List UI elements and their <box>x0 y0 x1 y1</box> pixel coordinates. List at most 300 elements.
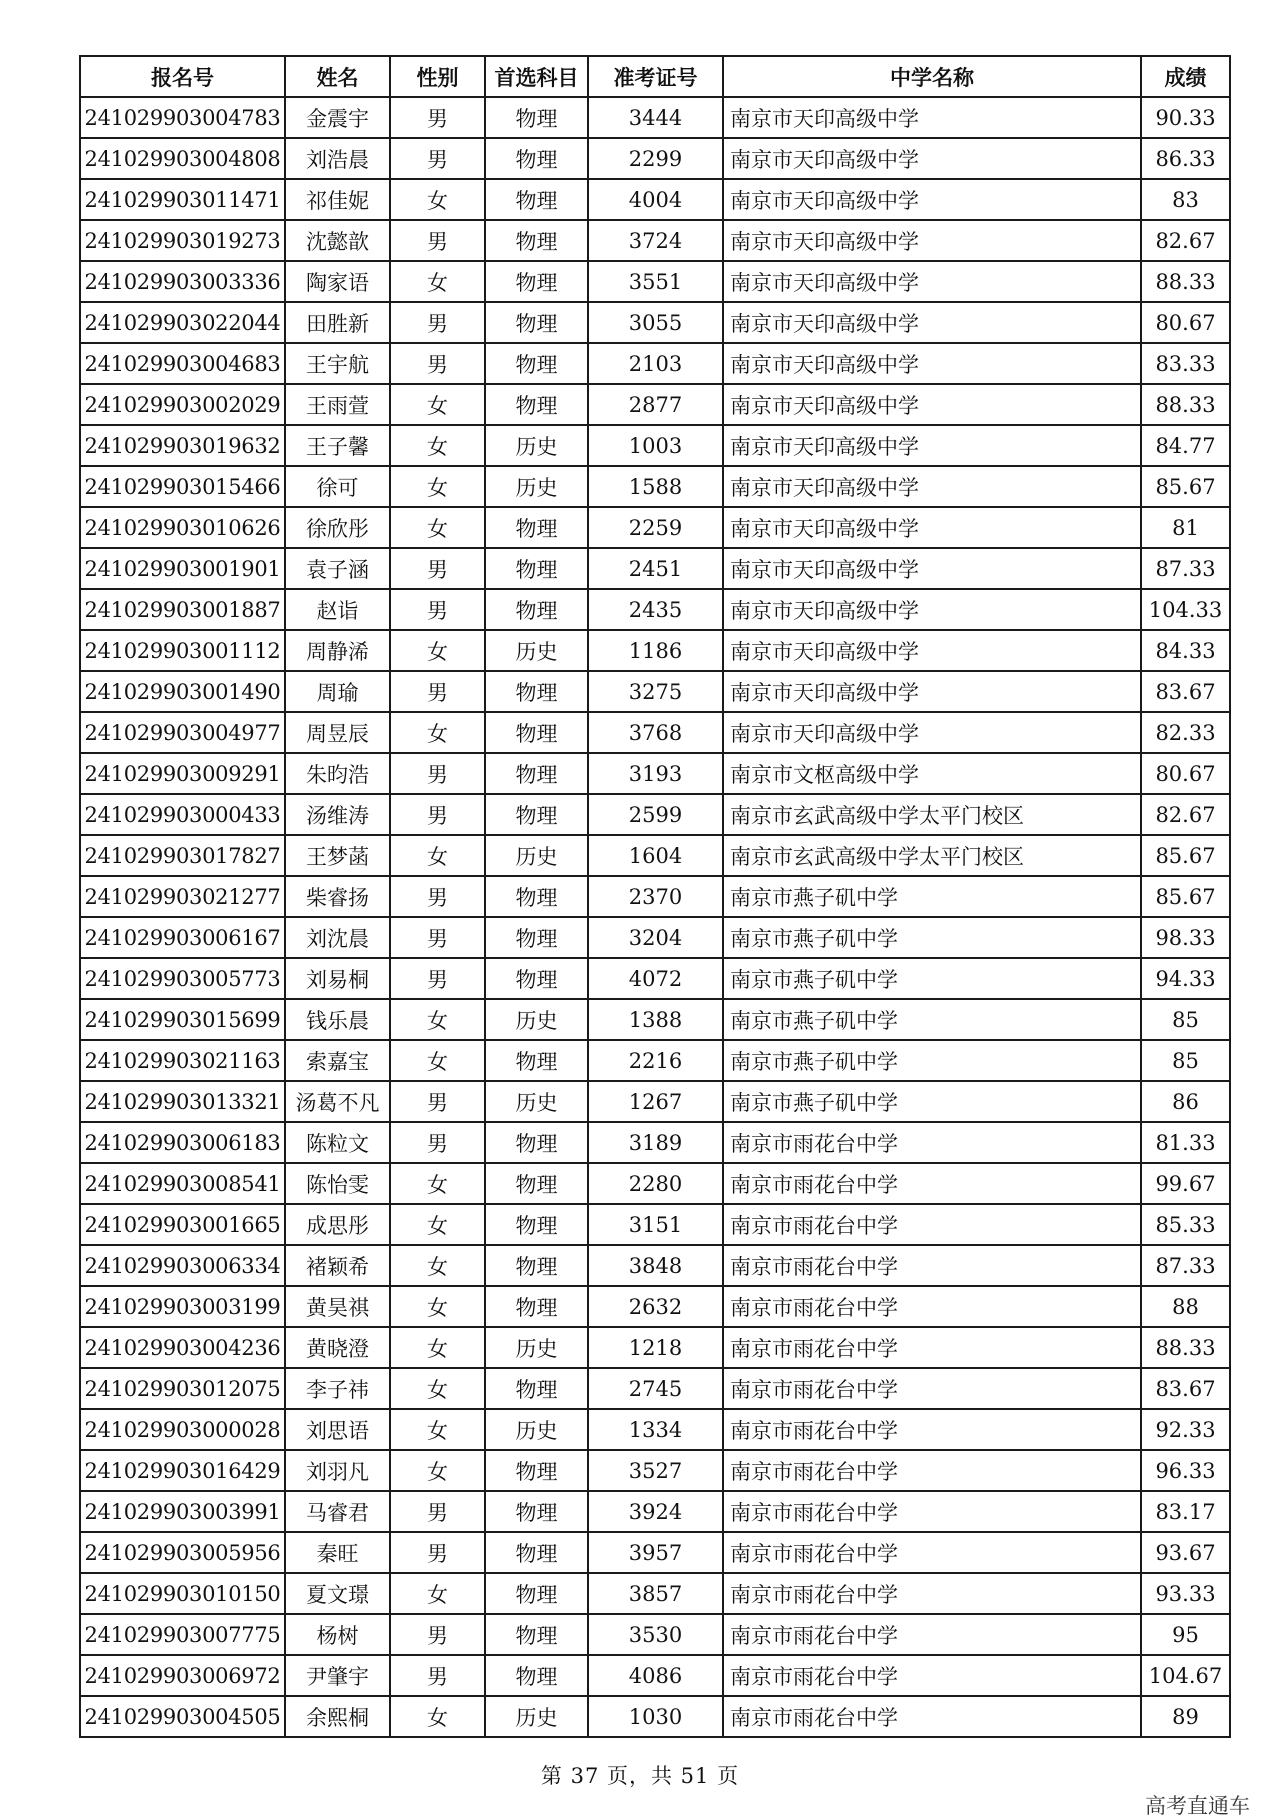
cell-registration-number: 241029903016429 <box>80 1450 285 1491</box>
cell-score: 81.33 <box>1141 1122 1230 1163</box>
cell-registration-number: 241029903019273 <box>80 220 285 261</box>
cell-school-name: 南京市文枢高级中学 <box>723 753 1141 794</box>
cell-primary-subject: 物理 <box>485 261 588 302</box>
cell-admission-ticket: 2599 <box>588 794 723 835</box>
cell-primary-subject: 物理 <box>485 97 588 138</box>
cell-gender: 男 <box>390 548 485 589</box>
cell-name: 尹肇宇 <box>285 1655 390 1696</box>
table-row <box>80 220 1230 261</box>
cell-registration-number: 241029903019632 <box>80 425 285 466</box>
cell-name: 刘浩晨 <box>285 138 390 179</box>
cell-score: 92.33 <box>1141 1409 1230 1450</box>
cell-school-name: 南京市雨花台中学 <box>723 1163 1141 1204</box>
cell-score: 81 <box>1141 507 1230 548</box>
cell-registration-number: 241029903003199 <box>80 1286 285 1327</box>
cell-name: 王梦菡 <box>285 835 390 876</box>
cell-school-name: 南京市雨花台中学 <box>723 1368 1141 1409</box>
cell-school-name: 南京市雨花台中学 <box>723 1122 1141 1163</box>
cell-registration-number: 241029903017827 <box>80 835 285 876</box>
cell-registration-number: 241029903005773 <box>80 958 285 999</box>
cell-registration-number: 241029903015699 <box>80 999 285 1040</box>
cell-school-name: 南京市燕子矶中学 <box>723 1040 1141 1081</box>
cell-admission-ticket: 3527 <box>588 1450 723 1491</box>
cell-registration-number: 241029903006167 <box>80 917 285 958</box>
cell-score: 88.33 <box>1141 384 1230 425</box>
cell-registration-number: 241029903003991 <box>80 1491 285 1532</box>
cell-gender: 男 <box>390 302 485 343</box>
cell-score: 88 <box>1141 1286 1230 1327</box>
cell-gender: 女 <box>390 1204 485 1245</box>
table-row <box>80 630 1230 671</box>
cell-registration-number: 241029903002029 <box>80 384 285 425</box>
cell-primary-subject: 物理 <box>485 507 588 548</box>
table-row <box>80 138 1230 179</box>
header-school-name: 中学名称 <box>723 56 1141 97</box>
cell-score: 104.67 <box>1141 1655 1230 1696</box>
cell-score: 93.33 <box>1141 1573 1230 1614</box>
cell-primary-subject: 物理 <box>485 1573 588 1614</box>
cell-admission-ticket: 1588 <box>588 466 723 507</box>
cell-gender: 女 <box>390 261 485 302</box>
cell-primary-subject: 历史 <box>485 999 588 1040</box>
cell-gender: 女 <box>390 1286 485 1327</box>
cell-gender: 男 <box>390 1491 485 1532</box>
cell-registration-number: 241029903011471 <box>80 179 285 220</box>
cell-score: 99.67 <box>1141 1163 1230 1204</box>
cell-name: 周昱辰 <box>285 712 390 753</box>
cell-gender: 女 <box>390 1573 485 1614</box>
cell-school-name: 南京市天印高级中学 <box>723 179 1141 220</box>
cell-name: 祁佳妮 <box>285 179 390 220</box>
cell-primary-subject: 物理 <box>485 220 588 261</box>
cell-registration-number: 241029903001901 <box>80 548 285 589</box>
cell-name: 周瑜 <box>285 671 390 712</box>
cell-primary-subject: 物理 <box>485 1245 588 1286</box>
cell-admission-ticket: 2259 <box>588 507 723 548</box>
header-score: 成绩 <box>1141 56 1230 97</box>
cell-admission-ticket: 3957 <box>588 1532 723 1573</box>
cell-registration-number: 241029903003336 <box>80 261 285 302</box>
cell-score: 89 <box>1141 1696 1230 1737</box>
cell-score: 83.67 <box>1141 671 1230 712</box>
cell-school-name: 南京市燕子矶中学 <box>723 917 1141 958</box>
table-row <box>80 1655 1230 1696</box>
table-row <box>80 876 1230 917</box>
cell-primary-subject: 历史 <box>485 630 588 671</box>
cell-registration-number: 241029903004977 <box>80 712 285 753</box>
cell-name: 徐欣彤 <box>285 507 390 548</box>
cell-registration-number: 241029903000028 <box>80 1409 285 1450</box>
cell-primary-subject: 历史 <box>485 1696 588 1737</box>
cell-school-name: 南京市天印高级中学 <box>723 589 1141 630</box>
cell-admission-ticket: 2216 <box>588 1040 723 1081</box>
cell-gender: 女 <box>390 1327 485 1368</box>
watermark: 高考直通车 <box>1145 1794 1250 1818</box>
cell-primary-subject: 物理 <box>485 1491 588 1532</box>
cell-school-name: 南京市天印高级中学 <box>723 97 1141 138</box>
cell-school-name: 南京市燕子矶中学 <box>723 999 1141 1040</box>
cell-primary-subject: 物理 <box>485 876 588 917</box>
cell-school-name: 南京市天印高级中学 <box>723 548 1141 589</box>
cell-gender: 女 <box>390 835 485 876</box>
table-row <box>80 97 1230 138</box>
cell-registration-number: 241029903007775 <box>80 1614 285 1655</box>
table-row <box>80 999 1230 1040</box>
cell-gender: 男 <box>390 671 485 712</box>
cell-score: 90.33 <box>1141 97 1230 138</box>
table-row <box>80 548 1230 589</box>
cell-name: 黄晓澄 <box>285 1327 390 1368</box>
cell-admission-ticket: 3189 <box>588 1122 723 1163</box>
cell-admission-ticket: 3204 <box>588 917 723 958</box>
table-row <box>80 589 1230 630</box>
cell-admission-ticket: 3055 <box>588 302 723 343</box>
cell-school-name: 南京市天印高级中学 <box>723 712 1141 753</box>
cell-primary-subject: 历史 <box>485 466 588 507</box>
cell-primary-subject: 物理 <box>485 302 588 343</box>
cell-registration-number: 241029903015466 <box>80 466 285 507</box>
cell-school-name: 南京市天印高级中学 <box>723 425 1141 466</box>
cell-gender: 男 <box>390 876 485 917</box>
header-gender: 性别 <box>390 56 485 97</box>
cell-gender: 男 <box>390 917 485 958</box>
cell-name: 褚颖希 <box>285 1245 390 1286</box>
cell-school-name: 南京市雨花台中学 <box>723 1614 1141 1655</box>
cell-name: 朱昀浩 <box>285 753 390 794</box>
cell-gender: 女 <box>390 1245 485 1286</box>
cell-gender: 女 <box>390 1450 485 1491</box>
cell-admission-ticket: 3444 <box>588 97 723 138</box>
cell-name: 王雨萱 <box>285 384 390 425</box>
cell-score: 83 <box>1141 179 1230 220</box>
cell-name: 汤维涛 <box>285 794 390 835</box>
cell-school-name: 南京市雨花台中学 <box>723 1696 1141 1737</box>
cell-score: 88.33 <box>1141 261 1230 302</box>
cell-score: 88.33 <box>1141 1327 1230 1368</box>
cell-name: 陈粒文 <box>285 1122 390 1163</box>
cell-school-name: 南京市雨花台中学 <box>723 1327 1141 1368</box>
cell-score: 80.67 <box>1141 753 1230 794</box>
cell-gender: 男 <box>390 343 485 384</box>
cell-gender: 女 <box>390 466 485 507</box>
cell-score: 95 <box>1141 1614 1230 1655</box>
cell-primary-subject: 物理 <box>485 589 588 630</box>
cell-score: 87.33 <box>1141 548 1230 589</box>
cell-admission-ticket: 2280 <box>588 1163 723 1204</box>
cell-name: 田胜新 <box>285 302 390 343</box>
cell-score: 85.67 <box>1141 835 1230 876</box>
cell-primary-subject: 物理 <box>485 548 588 589</box>
cell-primary-subject: 物理 <box>485 1655 588 1696</box>
cell-name: 赵诣 <box>285 589 390 630</box>
table-row <box>80 507 1230 548</box>
cell-gender: 男 <box>390 1081 485 1122</box>
cell-primary-subject: 物理 <box>485 1286 588 1327</box>
cell-school-name: 南京市燕子矶中学 <box>723 958 1141 999</box>
cell-name: 陈怡雯 <box>285 1163 390 1204</box>
cell-school-name: 南京市天印高级中学 <box>723 302 1141 343</box>
cell-school-name: 南京市玄武高级中学太平门校区 <box>723 835 1141 876</box>
cell-name: 刘思语 <box>285 1409 390 1450</box>
cell-name: 金震宇 <box>285 97 390 138</box>
cell-name: 陶家语 <box>285 261 390 302</box>
cell-admission-ticket: 3724 <box>588 220 723 261</box>
cell-name: 柴睿扬 <box>285 876 390 917</box>
cell-primary-subject: 物理 <box>485 1614 588 1655</box>
cell-name: 刘易桐 <box>285 958 390 999</box>
cell-school-name: 南京市天印高级中学 <box>723 671 1141 712</box>
cell-primary-subject: 历史 <box>485 1327 588 1368</box>
table-row <box>80 1163 1230 1204</box>
cell-primary-subject: 历史 <box>485 1409 588 1450</box>
cell-primary-subject: 物理 <box>485 753 588 794</box>
cell-score: 94.33 <box>1141 958 1230 999</box>
cell-gender: 男 <box>390 589 485 630</box>
cell-admission-ticket: 2877 <box>588 384 723 425</box>
cell-name: 成思彤 <box>285 1204 390 1245</box>
cell-primary-subject: 物理 <box>485 138 588 179</box>
cell-registration-number: 241029903013321 <box>80 1081 285 1122</box>
header-admission-ticket: 准考证号 <box>588 56 723 97</box>
cell-admission-ticket: 2299 <box>588 138 723 179</box>
cell-gender: 女 <box>390 1696 485 1737</box>
table-body <box>80 97 1230 1737</box>
cell-registration-number: 241029903009291 <box>80 753 285 794</box>
cell-admission-ticket: 4004 <box>588 179 723 220</box>
cell-school-name: 南京市天印高级中学 <box>723 630 1141 671</box>
table-row <box>80 302 1230 343</box>
cell-school-name: 南京市雨花台中学 <box>723 1450 1141 1491</box>
cell-registration-number: 241029903004683 <box>80 343 285 384</box>
cell-name: 马睿君 <box>285 1491 390 1532</box>
cell-admission-ticket: 3768 <box>588 712 723 753</box>
cell-gender: 男 <box>390 138 485 179</box>
cell-gender: 女 <box>390 507 485 548</box>
cell-school-name: 南京市雨花台中学 <box>723 1532 1141 1573</box>
cell-name: 秦旺 <box>285 1532 390 1573</box>
cell-admission-ticket: 1218 <box>588 1327 723 1368</box>
header-registration-number: 报名号 <box>80 56 285 97</box>
cell-name: 索嘉宝 <box>285 1040 390 1081</box>
table-row <box>80 1245 1230 1286</box>
cell-admission-ticket: 3530 <box>588 1614 723 1655</box>
table-row <box>80 753 1230 794</box>
cell-school-name: 南京市雨花台中学 <box>723 1573 1141 1614</box>
cell-gender: 男 <box>390 753 485 794</box>
table-row <box>80 261 1230 302</box>
cell-registration-number: 241029903022044 <box>80 302 285 343</box>
table-row <box>80 1368 1230 1409</box>
cell-gender: 男 <box>390 794 485 835</box>
cell-admission-ticket: 4086 <box>588 1655 723 1696</box>
table-row <box>80 1040 1230 1081</box>
cell-name: 李子祎 <box>285 1368 390 1409</box>
table-row <box>80 384 1230 425</box>
header-name: 姓名 <box>285 56 390 97</box>
cell-registration-number: 241029903001112 <box>80 630 285 671</box>
cell-admission-ticket: 2745 <box>588 1368 723 1409</box>
table-row <box>80 425 1230 466</box>
cell-primary-subject: 物理 <box>485 958 588 999</box>
cell-admission-ticket: 2370 <box>588 876 723 917</box>
cell-registration-number: 241029903008541 <box>80 1163 285 1204</box>
cell-name: 徐可 <box>285 466 390 507</box>
cell-score: 83.17 <box>1141 1491 1230 1532</box>
cell-admission-ticket: 2435 <box>588 589 723 630</box>
cell-admission-ticket: 3151 <box>588 1204 723 1245</box>
cell-registration-number: 241029903004236 <box>80 1327 285 1368</box>
cell-score: 104.33 <box>1141 589 1230 630</box>
cell-score: 96.33 <box>1141 1450 1230 1491</box>
cell-score: 85.67 <box>1141 466 1230 507</box>
cell-score: 82.67 <box>1141 794 1230 835</box>
cell-primary-subject: 物理 <box>485 343 588 384</box>
cell-admission-ticket: 2451 <box>588 548 723 589</box>
cell-registration-number: 241029903021277 <box>80 876 285 917</box>
cell-name: 余熙桐 <box>285 1696 390 1737</box>
cell-primary-subject: 物理 <box>485 1532 588 1573</box>
cell-score: 86 <box>1141 1081 1230 1122</box>
cell-primary-subject: 物理 <box>485 179 588 220</box>
cell-score: 80.67 <box>1141 302 1230 343</box>
cell-admission-ticket: 1388 <box>588 999 723 1040</box>
cell-primary-subject: 物理 <box>485 1204 588 1245</box>
cell-gender: 女 <box>390 1163 485 1204</box>
cell-name: 汤葛不凡 <box>285 1081 390 1122</box>
cell-admission-ticket: 1030 <box>588 1696 723 1737</box>
cell-name: 王宇航 <box>285 343 390 384</box>
header-primary-subject: 首选科目 <box>485 56 588 97</box>
cell-registration-number: 241029903006334 <box>80 1245 285 1286</box>
cell-primary-subject: 物理 <box>485 671 588 712</box>
cell-school-name: 南京市玄武高级中学太平门校区 <box>723 794 1141 835</box>
cell-primary-subject: 物理 <box>485 917 588 958</box>
table-row <box>80 917 1230 958</box>
cell-name: 沈懿歆 <box>285 220 390 261</box>
cell-gender: 女 <box>390 179 485 220</box>
cell-gender: 女 <box>390 630 485 671</box>
cell-primary-subject: 物理 <box>485 1040 588 1081</box>
cell-primary-subject: 物理 <box>485 1163 588 1204</box>
cell-score: 93.67 <box>1141 1532 1230 1573</box>
table-row <box>80 1122 1230 1163</box>
cell-registration-number: 241029903006183 <box>80 1122 285 1163</box>
cell-primary-subject: 物理 <box>485 794 588 835</box>
cell-admission-ticket: 3193 <box>588 753 723 794</box>
cell-primary-subject: 物理 <box>485 384 588 425</box>
cell-score: 82.67 <box>1141 220 1230 261</box>
cell-school-name: 南京市雨花台中学 <box>723 1655 1141 1696</box>
cell-gender: 女 <box>390 384 485 425</box>
cell-admission-ticket: 3275 <box>588 671 723 712</box>
cell-score: 84.33 <box>1141 630 1230 671</box>
cell-score: 87.33 <box>1141 1245 1230 1286</box>
table-row <box>80 1286 1230 1327</box>
table-row <box>80 1614 1230 1655</box>
cell-name: 周静浠 <box>285 630 390 671</box>
cell-gender: 女 <box>390 712 485 753</box>
table-row <box>80 466 1230 507</box>
cell-admission-ticket: 1604 <box>588 835 723 876</box>
cell-gender: 男 <box>390 1122 485 1163</box>
table-row <box>80 671 1230 712</box>
cell-registration-number: 241029903010626 <box>80 507 285 548</box>
cell-registration-number: 241029903001665 <box>80 1204 285 1245</box>
table-row <box>80 1573 1230 1614</box>
cell-primary-subject: 物理 <box>485 1450 588 1491</box>
cell-registration-number: 241029903006972 <box>80 1655 285 1696</box>
cell-registration-number: 241029903004783 <box>80 97 285 138</box>
cell-gender: 女 <box>390 425 485 466</box>
cell-admission-ticket: 3857 <box>588 1573 723 1614</box>
cell-score: 85.67 <box>1141 876 1230 917</box>
score-table <box>79 55 1231 1738</box>
cell-registration-number: 241029903012075 <box>80 1368 285 1409</box>
cell-school-name: 南京市雨花台中学 <box>723 1286 1141 1327</box>
cell-registration-number: 241029903001490 <box>80 671 285 712</box>
table-row <box>80 1409 1230 1450</box>
table-row <box>80 1532 1230 1573</box>
cell-score: 83.67 <box>1141 1368 1230 1409</box>
table-row <box>80 179 1230 220</box>
cell-admission-ticket: 4072 <box>588 958 723 999</box>
table-row <box>80 1204 1230 1245</box>
cell-admission-ticket: 3551 <box>588 261 723 302</box>
cell-admission-ticket: 2103 <box>588 343 723 384</box>
cell-admission-ticket: 1003 <box>588 425 723 466</box>
cell-registration-number: 241029903000433 <box>80 794 285 835</box>
cell-registration-number: 241029903021163 <box>80 1040 285 1081</box>
cell-school-name: 南京市燕子矶中学 <box>723 876 1141 917</box>
cell-primary-subject: 历史 <box>485 1081 588 1122</box>
table-row <box>80 1491 1230 1532</box>
cell-school-name: 南京市天印高级中学 <box>723 138 1141 179</box>
cell-school-name: 南京市雨花台中学 <box>723 1204 1141 1245</box>
table-row <box>80 1327 1230 1368</box>
cell-gender: 男 <box>390 220 485 261</box>
cell-gender: 男 <box>390 1532 485 1573</box>
cell-admission-ticket: 2632 <box>588 1286 723 1327</box>
cell-admission-ticket: 1186 <box>588 630 723 671</box>
table-row <box>80 958 1230 999</box>
cell-name: 王子馨 <box>285 425 390 466</box>
cell-gender: 男 <box>390 97 485 138</box>
cell-gender: 女 <box>390 1040 485 1081</box>
cell-registration-number: 241029903005956 <box>80 1532 285 1573</box>
cell-gender: 女 <box>390 999 485 1040</box>
cell-school-name: 南京市天印高级中学 <box>723 343 1141 384</box>
table-row <box>80 794 1230 835</box>
cell-score: 85 <box>1141 1040 1230 1081</box>
cell-name: 袁子涵 <box>285 548 390 589</box>
table-row <box>80 1450 1230 1491</box>
cell-admission-ticket: 1267 <box>588 1081 723 1122</box>
cell-school-name: 南京市天印高级中学 <box>723 384 1141 425</box>
table-row <box>80 343 1230 384</box>
cell-score: 86.33 <box>1141 138 1230 179</box>
cell-primary-subject: 物理 <box>485 712 588 753</box>
cell-school-name: 南京市雨花台中学 <box>723 1491 1141 1532</box>
table-row <box>80 835 1230 876</box>
cell-school-name: 南京市天印高级中学 <box>723 220 1141 261</box>
cell-name: 夏文璟 <box>285 1573 390 1614</box>
cell-gender: 女 <box>390 1409 485 1450</box>
cell-score: 84.77 <box>1141 425 1230 466</box>
table-row <box>80 712 1230 753</box>
cell-registration-number: 241029903004505 <box>80 1696 285 1737</box>
cell-gender: 女 <box>390 1368 485 1409</box>
cell-primary-subject: 历史 <box>485 835 588 876</box>
